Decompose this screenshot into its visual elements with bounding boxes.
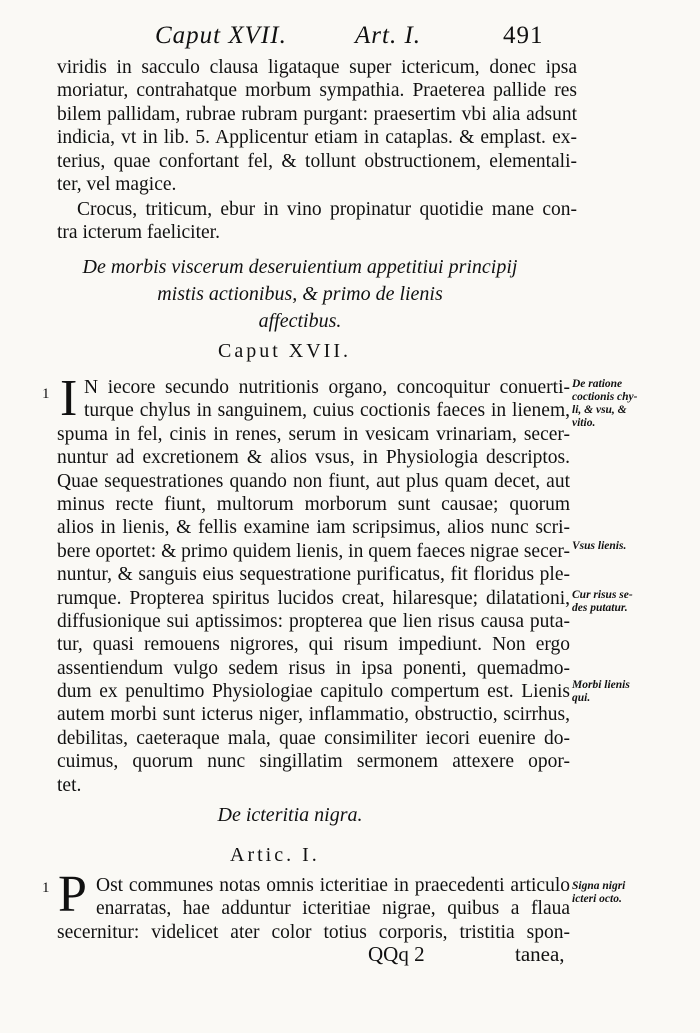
text-line: debilitas, caeteraque mala, quae consimiliter iecori euenire do- [57, 727, 570, 749]
margin-note-line: vitio. [572, 417, 596, 429]
signature-mark: QQq 2 [368, 942, 425, 966]
section2-lines-a [96, 874, 570, 921]
artic-label: Artic. I. [230, 844, 320, 866]
heading-line: De morbis viscerum deseruientium appetitiui principij [82, 256, 518, 278]
margin-note-line: Morbi lienis [572, 679, 630, 691]
section1-lines-b [57, 423, 570, 797]
text-line: indicia, vt in lib. 5. Applicentur etiam in cataplas. & emplast. ex- [57, 127, 577, 149]
text-line: terius, quae confortant fel, & tollunt obstructionem, elementali- [57, 150, 577, 172]
text-line: minus recte fiunt, multorum morborum sunt causae; quorum [57, 493, 570, 515]
drop-cap: I [60, 370, 78, 427]
page-number: 491 [503, 22, 544, 49]
text-line: rumque. Propterea spiritus lucidos creat, hilaresque; dilatationi, [57, 587, 570, 609]
margin-note-line: coctionis chy- [572, 391, 638, 403]
heading-line: mistis actionibus, & primo de lienis [157, 283, 443, 305]
text-line: viridis in sacculo clausa ligataque super ictericum, donec ipsa [57, 57, 577, 78]
margin-note-line: Signa nigri [572, 880, 626, 892]
text-line: moriatur, contrahatque morbum sympathia. Praeterea pallide res [57, 80, 577, 102]
margin-note-line: des putatur. [572, 602, 628, 614]
text-line: alios in lienis, & fellis examine iam scripsimus, alios nunc scri- [57, 517, 570, 539]
heading-line: affectibus. [258, 310, 342, 332]
text-line: tur, quasi remouens nigrores, qui risum impediunt. Non ergo [57, 634, 570, 656]
text-line: Crocus, triticum, ebur in vino propinatur quotidie mane con- [77, 199, 577, 220]
text-line: ter, vel magice. [57, 173, 177, 195]
text-line: nuntur ad excretionem & alios vsus, in Physiologia descriptos. [57, 447, 570, 469]
text-line: Quae sequestrationes quando non fiunt, aut plus quam decet, aut [57, 470, 570, 492]
text-line: diffusionique sui aptissimos: propterea que lien risus causa puta- [57, 610, 570, 632]
text-line: nuntur, & sanguis eius sequestratione purificatus, fit floridus ple- [57, 564, 570, 586]
margin-note-ratione [572, 378, 696, 430]
text-line: Ost communes notas omnis icteritiae in praecedenti articulo [96, 875, 570, 896]
chapter-heading [40, 254, 560, 335]
catchword: tanea, [515, 942, 565, 966]
section1-lines-a [84, 376, 570, 423]
header-caput: Caput XVII. [155, 22, 287, 49]
text-line: N iecore secundo nutritionis organo, concoquitur conuerti- [84, 377, 570, 398]
top-paragraph [57, 56, 577, 196]
section2-lines-b [57, 921, 570, 944]
running-header [155, 22, 575, 50]
header-article: Art. I. [355, 22, 422, 49]
crocus-paragraph [57, 198, 577, 245]
text-line: autem morbi sunt icterus niger, inflammatio, obstructio, scirrhus, [57, 704, 570, 726]
margin-note-risus [572, 589, 696, 615]
text-line: tra icterum faeliciter. [57, 222, 220, 244]
margin-note-line: icteri octo. [572, 893, 622, 905]
text-line: bilem pallidam, rubrae rubram purgant: praesertim vbi alia adsunt [57, 103, 577, 125]
text-line: secernitur: videlicet ater color totius corporis, tristitia spon- [57, 921, 570, 943]
text-line: tet. [57, 774, 82, 796]
margin-note-line: Vsus lienis. [572, 540, 627, 552]
text-line: assentiendum vulgo sedem risus in ipsa ponenti, quemadmo- [57, 657, 570, 679]
margin-note-line: li, & vsu, & [572, 404, 627, 416]
text-line: enarratas, hae adduntur icteritiae nigrae, quibus a flaua [96, 898, 570, 920]
margin-note-vsus [572, 540, 696, 553]
margin-note-signa [572, 880, 696, 906]
text-line: dum ex penultimo Physiologiae capitulo compertum est. Lienis [57, 681, 570, 703]
text-line: bere oportet: & primo quidem lienis, in quem faeces nigrae secer- [57, 540, 570, 562]
drop-cap: P [58, 866, 87, 923]
margin-note-line: De ratione [572, 378, 623, 390]
text-line: turque chylus in sanguinem, cuius coctionis faeces in lienem, [84, 400, 570, 422]
margin-note-morbi [572, 679, 696, 705]
caput-label: Caput XVII. [218, 340, 351, 362]
paragraph-number: 1 [42, 880, 50, 896]
section-subheading: De icteritia nigra. [217, 804, 363, 826]
text-line: spuma in fel, cinis in renes, serum in vesicam vrinariam, secer- [57, 423, 570, 445]
margin-note-line: Cur risus se- [572, 589, 633, 601]
margin-note-line: qui. [572, 692, 591, 704]
paragraph-number: 1 [42, 386, 50, 402]
text-line: cuimus, quorum nunc singillatim sermonem attexere opor- [57, 751, 570, 773]
